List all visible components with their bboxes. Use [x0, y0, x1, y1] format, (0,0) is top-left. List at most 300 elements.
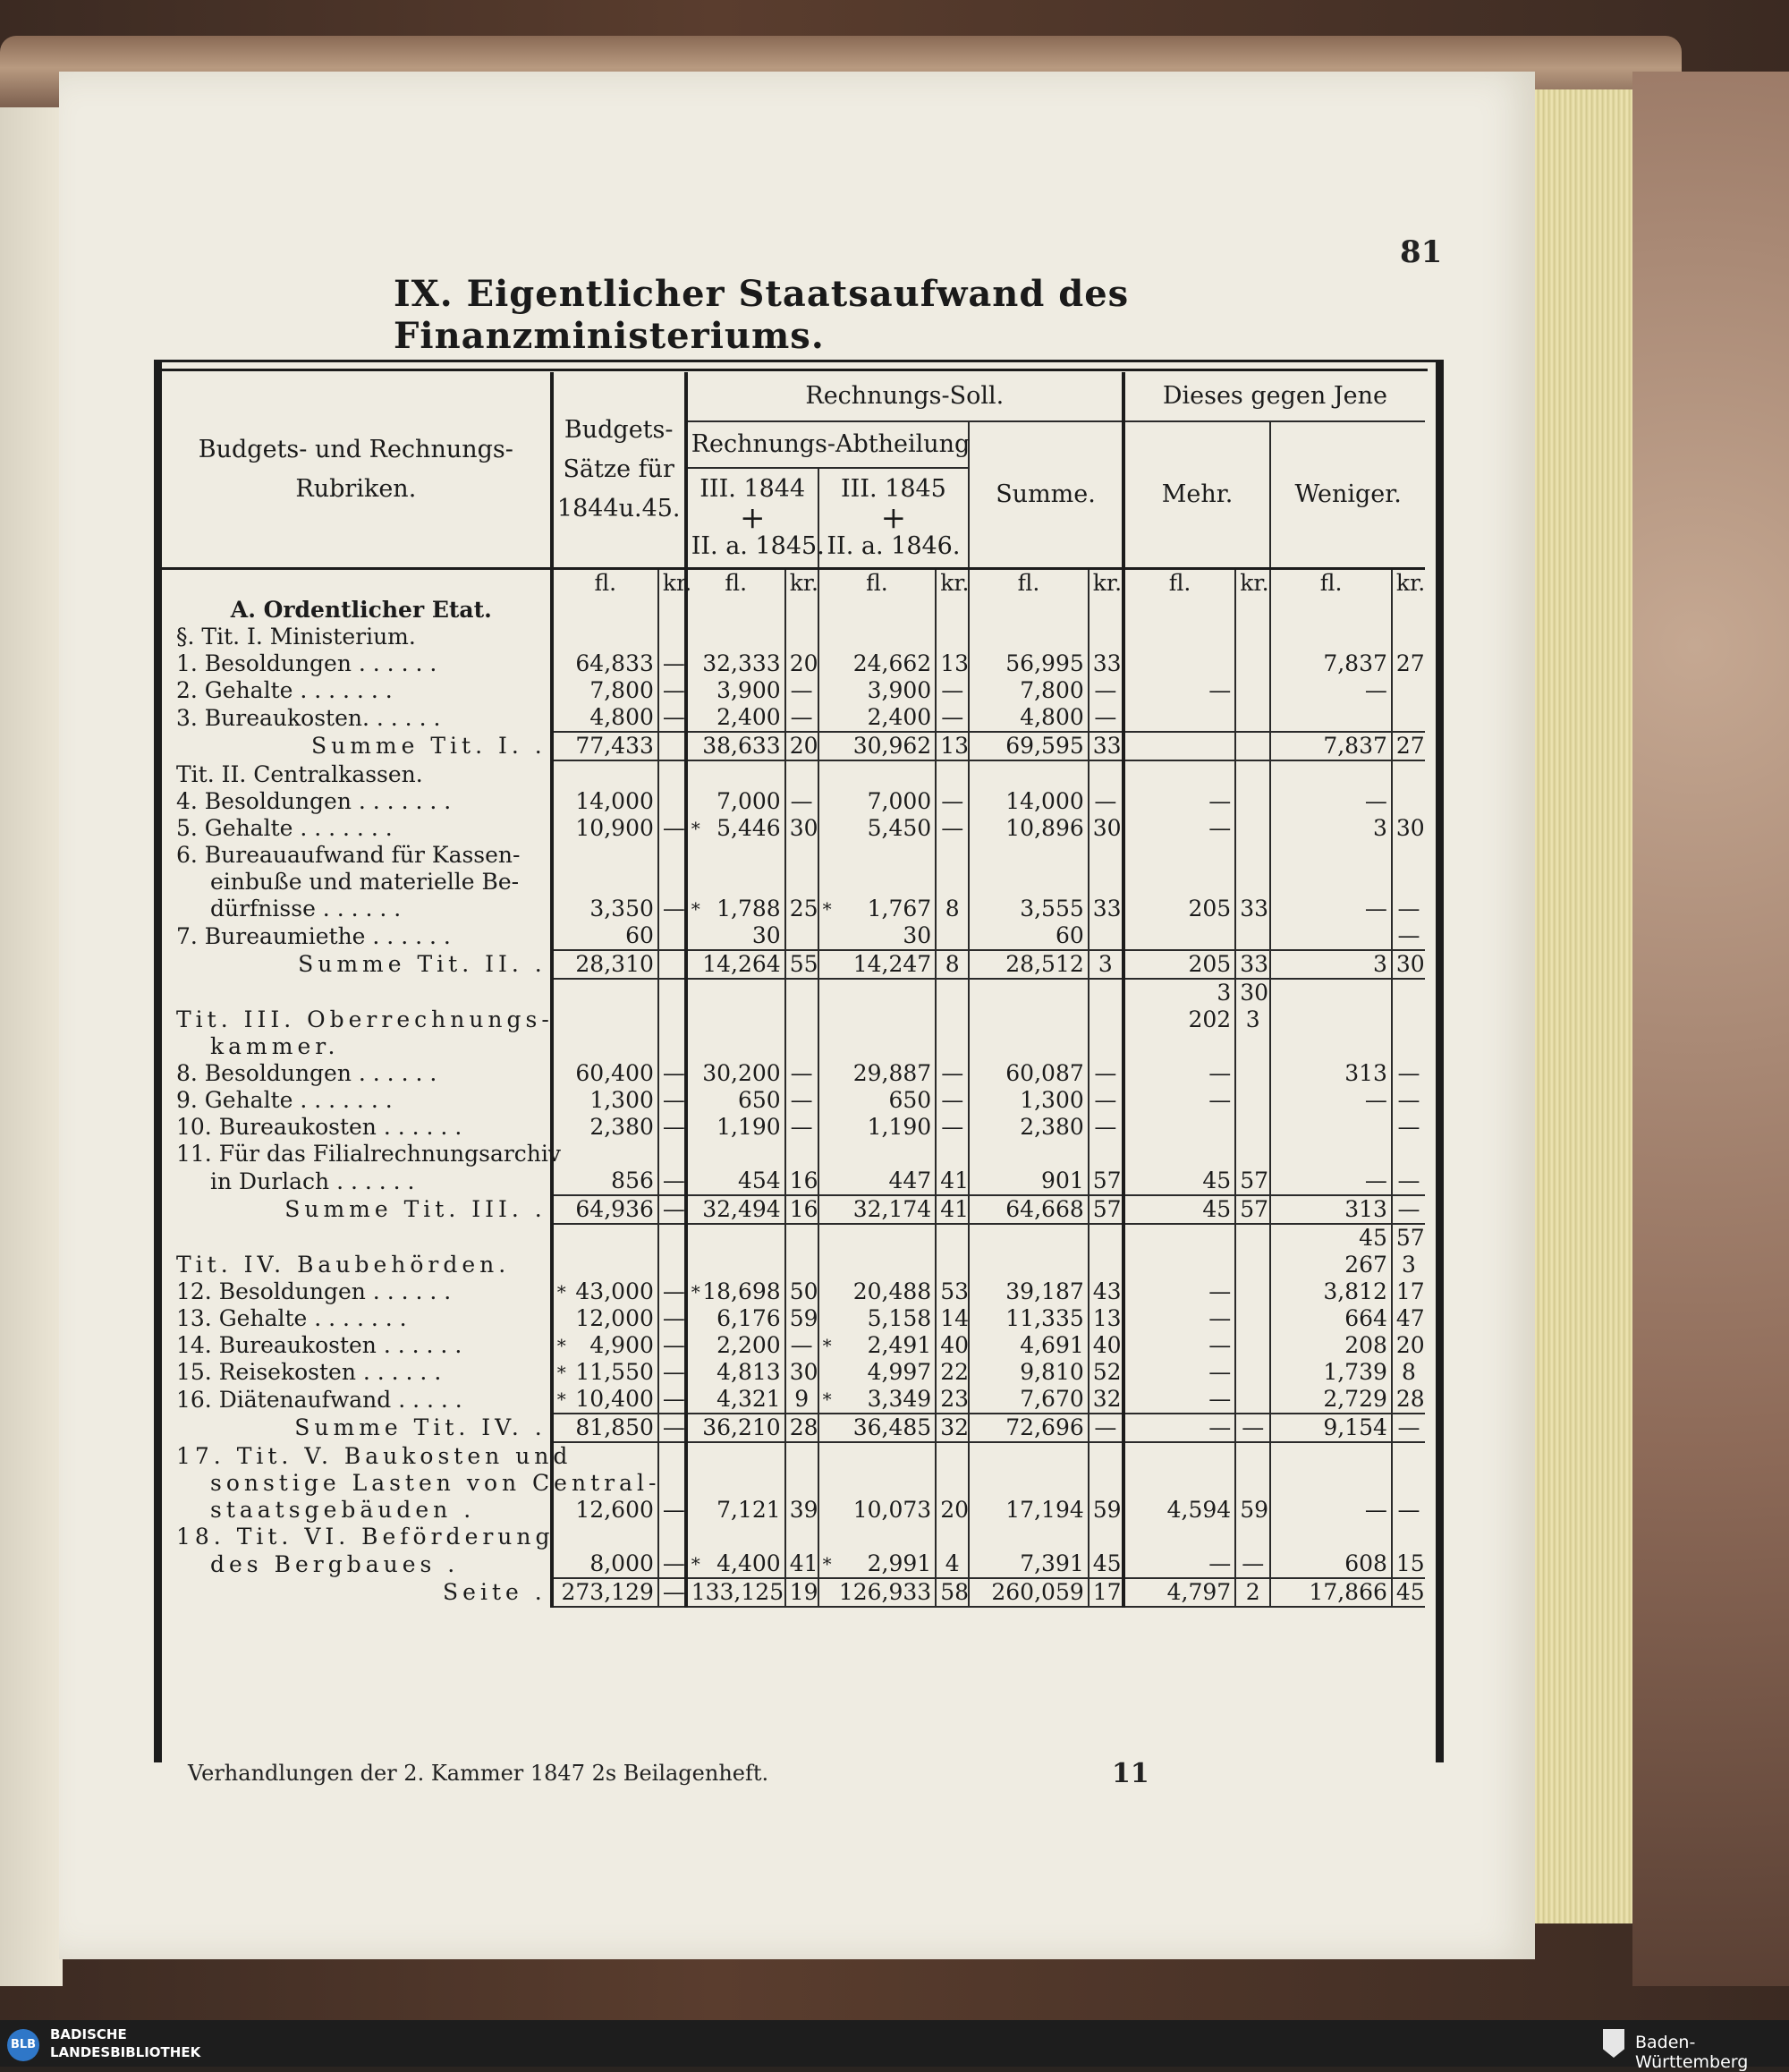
cell-value: — — [662, 1497, 685, 1523]
row-label: dürfnisse . . . . . . — [210, 896, 402, 921]
cell-b — [818, 1114, 937, 1141]
cell-b — [818, 1578, 937, 1607]
cell-b — [818, 1497, 937, 1524]
cell-value: 4,797 — [1166, 1579, 1232, 1605]
cell-value: 1,300 — [1020, 1087, 1084, 1113]
sum-row — [162, 950, 1425, 979]
cell-value: 12,600 — [575, 1497, 654, 1523]
cell-value: — — [662, 896, 685, 921]
cell-value: — — [662, 1060, 685, 1086]
cell-value: 30 — [1092, 815, 1122, 841]
header-budget: Budgets-Sätze für 1844u.45. — [552, 372, 686, 569]
cell-sum-kr — [1089, 1497, 1123, 1524]
cell-value: — — [662, 1114, 685, 1140]
cell-value: 650 — [737, 1087, 781, 1113]
blb-logo[interactable]: BLB — [7, 2029, 39, 2061]
cell-budget — [552, 1195, 658, 1224]
cell-value: 55 — [789, 951, 818, 977]
footer-text: Verhandlungen der 2. Kammer 1847 2s Beilagenheft. — [188, 1761, 769, 1786]
cell-value: 16 — [789, 1168, 818, 1193]
footnote-star: * — [691, 898, 700, 920]
cell-weniger-kr — [1392, 950, 1425, 979]
cell-value: 57 — [1240, 1196, 1269, 1222]
cell-b — [818, 1141, 937, 1168]
cell-a — [686, 1470, 785, 1497]
cell-sum — [969, 597, 1089, 624]
cell-value: 30 — [751, 922, 781, 948]
cell-b — [818, 760, 937, 788]
unit-fl: fl. — [1270, 569, 1392, 598]
row-label: 2. Gehalte . . . . . . . — [176, 677, 393, 703]
cell-sum-kr — [1089, 1578, 1123, 1607]
cell-b-kr — [936, 1497, 969, 1524]
cell-a-kr — [785, 1497, 818, 1524]
table-row — [162, 842, 1425, 869]
cell-value: 2,729 — [1323, 1386, 1387, 1412]
row-label: Tit. II. Centralkassen. — [176, 760, 423, 787]
cell-weniger-kr — [1392, 1578, 1425, 1607]
cell-weniger-kr — [1392, 979, 1425, 1006]
cell-value: 17 — [1395, 1278, 1425, 1304]
cell-weniger — [1270, 1252, 1392, 1278]
cell-a-kr — [785, 1060, 818, 1087]
cell-sum-kr — [1089, 869, 1123, 896]
unit-fl: fl. — [818, 569, 937, 598]
row-label: 13. Gehalte . . . . . . . — [176, 1305, 407, 1331]
cell-budget-kr — [658, 1224, 686, 1252]
footnote-star: * — [822, 1388, 832, 1410]
cell-value: 23 — [940, 1386, 970, 1412]
signature-mark: 11 — [1112, 1758, 1149, 1789]
header-col-a-line3: II. a. 1845. — [691, 532, 825, 560]
cell-value: — — [662, 1168, 685, 1193]
cell-mehr — [1123, 760, 1235, 788]
cell-value: 36,210 — [702, 1414, 781, 1440]
cell-a — [686, 704, 785, 732]
cell-value: 45 — [1359, 1225, 1387, 1251]
cell-mehr-kr — [1235, 1278, 1270, 1305]
cell-budget — [552, 1332, 658, 1359]
cell-value: 126,933 — [838, 1579, 932, 1605]
cell-sum — [969, 1550, 1089, 1578]
cell-value: 15 — [1395, 1550, 1425, 1576]
cell-value: 50 — [789, 1278, 818, 1304]
cell-b — [818, 1252, 937, 1278]
table-row — [162, 1006, 1425, 1033]
cell-b-kr — [936, 1305, 969, 1332]
cell-weniger — [1270, 1224, 1392, 1252]
cell-a — [686, 922, 785, 950]
cell-budget — [552, 1524, 658, 1550]
cell-value: 22 — [940, 1359, 970, 1385]
cell-budget — [552, 922, 658, 950]
cell-a — [686, 1224, 785, 1252]
cell-sum — [969, 1332, 1089, 1359]
cell-value: 32,333 — [702, 650, 781, 676]
row-label: 11. Für das Filialrechnungsarchiv — [176, 1141, 562, 1167]
cell-a — [686, 1305, 785, 1332]
cell-sum-kr — [1089, 1550, 1123, 1578]
cell-a — [686, 1114, 785, 1141]
cell-b — [818, 869, 937, 896]
cell-value: — — [790, 1332, 813, 1358]
cell-value: 53 — [940, 1278, 970, 1304]
table-row — [162, 1332, 1425, 1359]
cell-mehr-kr — [1235, 677, 1270, 704]
cell-budget — [552, 1578, 658, 1607]
cell-a-kr — [785, 1305, 818, 1332]
cell-weniger-kr — [1392, 1060, 1425, 1087]
cell-value: 52 — [1092, 1359, 1122, 1385]
cell-weniger — [1270, 1470, 1392, 1497]
cell-b — [818, 1414, 937, 1442]
table-row — [162, 815, 1425, 842]
cell-value: 8 — [1402, 1359, 1416, 1385]
cell-budget-kr — [658, 1195, 686, 1224]
cell-weniger — [1270, 950, 1392, 979]
table-row — [162, 1524, 1425, 1550]
unit-fl: fl. — [1123, 569, 1235, 598]
unit-kr: kr. — [1089, 569, 1123, 598]
cell-sum — [969, 1224, 1089, 1252]
unit-kr: kr. — [785, 569, 818, 598]
row-label: 6. Bureauaufwand für Kassen- — [176, 842, 521, 868]
cell-value: 32 — [940, 1414, 970, 1440]
table-row — [162, 650, 1425, 677]
cell-value: 57 — [1240, 1168, 1269, 1193]
cell-value: 32,494 — [702, 1196, 781, 1222]
cell-mehr — [1123, 842, 1235, 869]
cell-value: 14,000 — [1005, 788, 1084, 814]
cell-sum — [969, 1006, 1089, 1033]
header-col-a-line2: + — [739, 500, 766, 536]
cell-mehr — [1123, 1442, 1235, 1470]
cell-a — [686, 1033, 785, 1060]
cell-value: 20 — [789, 733, 818, 759]
cell-sum — [969, 1386, 1089, 1414]
cell-budget-kr — [658, 788, 686, 815]
cell-weniger-kr — [1392, 842, 1425, 869]
header-col-a-line1: III. 1844 — [699, 475, 806, 503]
section-row — [162, 597, 1425, 624]
cell-value: 25 — [789, 896, 818, 921]
table-row — [162, 677, 1425, 704]
cell-sum — [969, 922, 1089, 950]
cell-budget-kr — [658, 1470, 686, 1497]
cell-a-kr — [785, 1414, 818, 1442]
cell-value: — — [662, 1278, 685, 1304]
cell-value: 24,662 — [852, 650, 932, 676]
cell-mehr — [1123, 1305, 1235, 1332]
cell-value: — — [1208, 1305, 1232, 1331]
cell-value: 57 — [1395, 1225, 1425, 1251]
footnote-star: * — [691, 818, 700, 839]
cell-value: 28,512 — [1005, 951, 1084, 977]
state-name[interactable]: Baden-Württemberg — [1635, 2033, 1749, 2072]
cell-a-kr — [785, 1114, 818, 1141]
cell-sum — [969, 704, 1089, 732]
cell-value: 43,000 — [575, 1278, 654, 1304]
cell-a — [686, 650, 785, 677]
cell-value: — — [1094, 1414, 1117, 1440]
row-label: 14. Bureaukosten . . . . . . — [176, 1332, 462, 1358]
cell-b — [818, 815, 937, 842]
cell-value: — — [1397, 1414, 1420, 1440]
cell-value: 60 — [1055, 922, 1084, 948]
cell-value: 1,190 — [867, 1114, 932, 1140]
cell-sum-kr — [1089, 732, 1123, 760]
cell-budget-kr — [658, 1033, 686, 1060]
cell-value: 45 — [1092, 1550, 1122, 1576]
footnote-star: * — [822, 1553, 832, 1575]
cell-weniger-kr — [1392, 732, 1425, 760]
viewer-bottom-bar — [0, 2020, 1789, 2067]
cell-b — [818, 650, 937, 677]
cell-sum-kr — [1089, 1359, 1123, 1386]
cell-b-kr — [936, 1278, 969, 1305]
table-row — [162, 704, 1425, 732]
cell-weniger — [1270, 677, 1392, 704]
footnote-star: * — [556, 1362, 566, 1383]
cell-budget-kr — [658, 979, 686, 1006]
cell-budget-kr — [658, 896, 686, 922]
cell-value: 10,900 — [575, 815, 654, 841]
cell-budget — [552, 1359, 658, 1386]
cell-value: 447 — [888, 1168, 932, 1193]
cell-sum-kr — [1089, 1224, 1123, 1252]
cell-mehr-kr — [1235, 950, 1270, 979]
cell-value: 3,900 — [867, 677, 932, 703]
cell-b-kr — [936, 1114, 969, 1141]
table-row — [162, 1386, 1425, 1414]
cell-sum — [969, 815, 1089, 842]
cell-sum — [969, 650, 1089, 677]
row-label: Tit. IV. Baubehörden. — [176, 1252, 511, 1278]
cell-a — [686, 732, 785, 760]
cell-value: — — [662, 1087, 685, 1113]
cell-mehr-kr — [1235, 1252, 1270, 1278]
cell-a — [686, 1359, 785, 1386]
cell-value: 69,595 — [1005, 733, 1084, 759]
cell-a — [686, 869, 785, 896]
cell-value: 30 — [1395, 815, 1425, 841]
cell-b — [818, 979, 937, 1006]
cell-a-kr — [785, 1359, 818, 1386]
cell-weniger — [1270, 1524, 1392, 1550]
cell-weniger — [1270, 1550, 1392, 1578]
cell-sum — [969, 1195, 1089, 1224]
row-label: 10. Bureaukosten . . . . . . — [176, 1114, 462, 1140]
cell-value: 11,335 — [1005, 1305, 1084, 1331]
cell-b-kr — [936, 1442, 969, 1470]
cell-b-kr — [936, 896, 969, 922]
cell-budget-kr — [658, 1359, 686, 1386]
cell-budget — [552, 1497, 658, 1524]
cell-value: — — [941, 1114, 964, 1140]
cell-weniger — [1270, 1195, 1392, 1224]
cell-b-kr — [936, 1414, 969, 1442]
cell-a-kr — [785, 1006, 818, 1033]
cell-value: — — [1208, 815, 1232, 841]
cell-b-kr — [936, 1168, 969, 1195]
cell-b — [818, 922, 937, 950]
cell-a — [686, 1497, 785, 1524]
cell-value: — — [790, 1114, 813, 1140]
cell-b — [818, 1087, 937, 1114]
cell-sum — [969, 1060, 1089, 1087]
cell-value: 33 — [1092, 733, 1122, 759]
cell-value: 1,190 — [716, 1114, 781, 1140]
cell-value: 7,837 — [1323, 733, 1387, 759]
library-name-line2: LANDESBIBLIOTHEK — [50, 2044, 201, 2060]
cell-sum-kr — [1089, 1442, 1123, 1470]
cell-sum-kr — [1089, 922, 1123, 950]
cell-weniger — [1270, 922, 1392, 950]
cell-a — [686, 1087, 785, 1114]
cell-a-kr — [785, 1252, 818, 1278]
header-col-a — [686, 468, 825, 569]
cell-a-kr — [785, 1578, 818, 1607]
cell-b-kr — [936, 677, 969, 704]
header-rechnungs-abtheilung: Rechnungs-Abtheilung — [686, 421, 969, 468]
cell-mehr-kr — [1235, 1578, 1270, 1607]
cell-sum — [969, 842, 1089, 869]
cell-mehr — [1123, 1114, 1235, 1141]
cell-value: 30,200 — [702, 1060, 781, 1086]
cell-weniger-kr — [1392, 597, 1425, 624]
row-label: 9. Gehalte . . . . . . . — [176, 1087, 393, 1113]
cell-value: 39,187 — [1005, 1278, 1084, 1304]
cell-mehr-kr — [1235, 979, 1270, 1006]
cell-a — [686, 1442, 785, 1470]
cell-b — [818, 1524, 937, 1550]
cell-sum — [969, 1578, 1089, 1607]
cell-sum — [969, 760, 1089, 788]
table-row — [162, 1497, 1425, 1524]
cell-a — [686, 1578, 785, 1607]
cell-value: 2,400 — [867, 704, 932, 730]
cell-b-kr — [936, 1332, 969, 1359]
cell-value: 4,997 — [867, 1359, 932, 1385]
cell-mehr — [1123, 1414, 1235, 1442]
cell-sum — [969, 1305, 1089, 1332]
cell-b — [818, 1332, 937, 1359]
cell-b — [818, 1305, 937, 1332]
cell-value: 9,154 — [1323, 1414, 1387, 1440]
cell-mehr-kr — [1235, 1224, 1270, 1252]
cell-budget — [552, 677, 658, 704]
cell-value: — — [1364, 788, 1387, 814]
cell-sum — [969, 1414, 1089, 1442]
sum-row — [162, 1195, 1425, 1224]
cell-budget-kr — [658, 950, 686, 979]
cell-budget — [552, 1278, 658, 1305]
cell-b — [818, 1278, 937, 1305]
cell-mehr — [1123, 1550, 1235, 1578]
cell-mehr-kr — [1235, 1386, 1270, 1414]
cell-value: 205 — [1188, 951, 1232, 977]
cell-value: 3 — [1373, 951, 1387, 977]
cell-a-kr — [785, 1332, 818, 1359]
cell-value: — — [790, 704, 813, 730]
cell-weniger — [1270, 1006, 1392, 1033]
cell-mehr-kr — [1235, 760, 1270, 788]
table-row — [162, 1224, 1425, 1252]
cell-value: 4,400 — [716, 1550, 781, 1576]
cell-value: — — [662, 1414, 685, 1440]
cell-value: 5,446 — [716, 815, 781, 841]
cell-mehr — [1123, 1470, 1235, 1497]
cell-sum — [969, 1114, 1089, 1141]
sum-row — [162, 1578, 1425, 1607]
cell-budget — [552, 1087, 658, 1114]
cell-value: 27 — [1395, 733, 1425, 759]
cell-weniger-kr — [1392, 1224, 1425, 1252]
cell-mehr-kr — [1235, 815, 1270, 842]
cell-value: 77,433 — [575, 733, 654, 759]
row-label: 12. Besoldungen . . . . . . — [176, 1278, 452, 1304]
cell-weniger — [1270, 624, 1392, 650]
cell-value: 3 — [1373, 815, 1387, 841]
header-dieses-gegen-jene: Dieses gegen Jene — [1123, 372, 1425, 421]
cell-b — [818, 950, 937, 979]
cell-b-kr — [936, 704, 969, 732]
cell-value: — — [1397, 1168, 1420, 1193]
cell-value: — — [1208, 788, 1232, 814]
row-label: kammer. — [210, 1033, 340, 1059]
cell-sum — [969, 1497, 1089, 1524]
cell-budget — [552, 1305, 658, 1332]
cell-value: 59 — [1092, 1497, 1122, 1523]
cell-weniger-kr — [1392, 1168, 1425, 1195]
cell-value: 45 — [1202, 1196, 1232, 1222]
cell-mehr-kr — [1235, 732, 1270, 760]
cell-weniger-kr — [1392, 1006, 1425, 1033]
unit-fl: fl. — [969, 569, 1089, 598]
cell-weniger — [1270, 1141, 1392, 1168]
cell-value: 27 — [1395, 650, 1425, 676]
cell-sum — [969, 950, 1089, 979]
cell-budget-kr — [658, 1114, 686, 1141]
cell-budget-kr — [658, 1168, 686, 1195]
cell-a — [686, 979, 785, 1006]
cell-budget — [552, 650, 658, 677]
cell-weniger-kr — [1392, 1414, 1425, 1442]
cell-a-kr — [785, 1195, 818, 1224]
cell-a — [686, 760, 785, 788]
cell-value: — — [1364, 1087, 1387, 1113]
cell-weniger-kr — [1392, 1195, 1425, 1224]
cell-value: 3 — [1098, 951, 1113, 977]
header-col-b-line3: II. a. 1846. — [827, 532, 961, 560]
cell-value: 5,158 — [867, 1305, 932, 1331]
cell-value: — — [1208, 1550, 1232, 1576]
footnote-star: * — [822, 898, 832, 920]
cell-mehr — [1123, 1006, 1235, 1033]
cell-value: 17,194 — [1005, 1497, 1084, 1523]
cell-mehr — [1123, 650, 1235, 677]
page-number: 81 — [1400, 234, 1443, 270]
cell-budget-kr — [658, 1141, 686, 1168]
cell-b — [818, 704, 937, 732]
cell-value: 59 — [789, 1305, 818, 1331]
cell-value: — — [790, 1087, 813, 1113]
cell-mehr-kr — [1235, 1087, 1270, 1114]
cell-value: 4,594 — [1166, 1497, 1232, 1523]
cell-weniger-kr — [1392, 815, 1425, 842]
cell-a — [686, 815, 785, 842]
cell-value: 856 — [611, 1168, 654, 1193]
